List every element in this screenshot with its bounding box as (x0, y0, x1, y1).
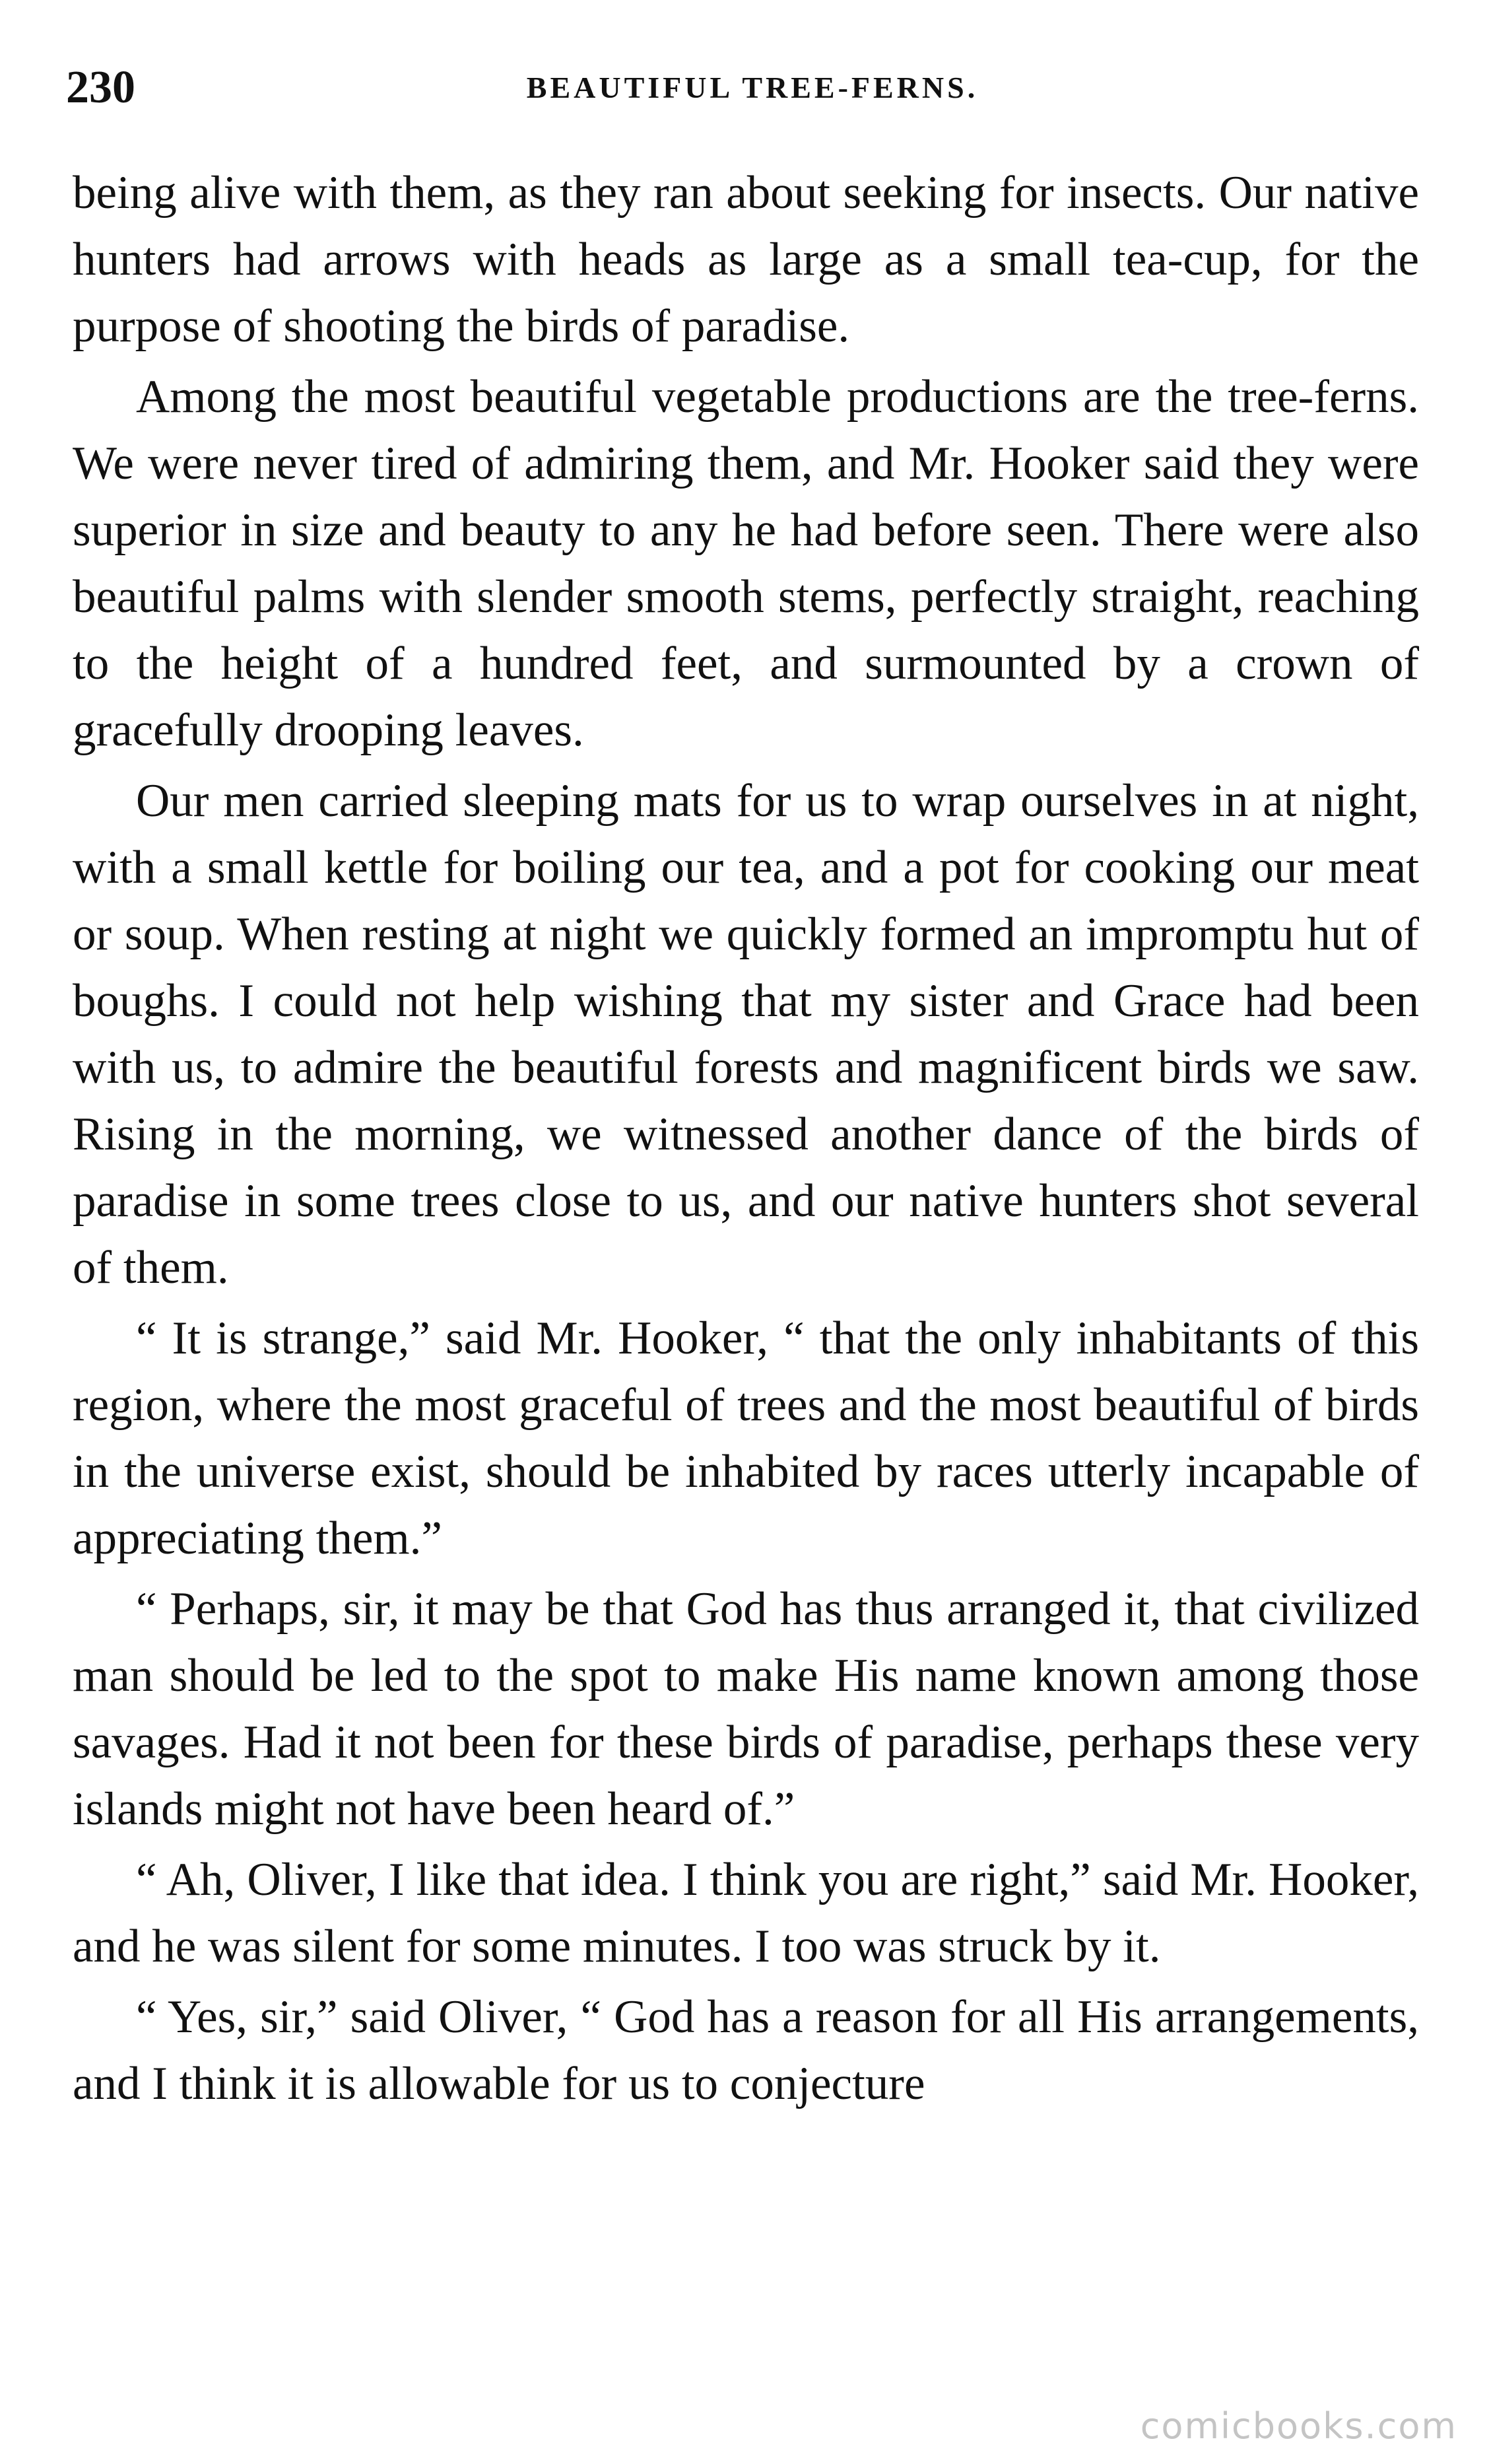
paragraph: “ Yes, sir,” said Oliver, “ God has a reason for all His arrangements, and I think it is allowable for us to conjecture (73, 1991, 1419, 2109)
running-title: BEAUTIFUL TREE-FERNS. (526, 71, 979, 104)
running-head (66, 58, 1439, 118)
paragraph: Our men carried sleeping mats for us to wrap ourselves in at night, with a small kettle for boiling our tea, and a pot for cooking our meat or soup. When resting at night we quickly formed an impromptu hut of boughs. I could not help wishing that my sister and Grace had been with us, to admire the beautiful forests and magnificent birds we saw. Rising in the morning, we witnessed another dance of the birds of paradise in some trees close to us, and our native hunters shot several of them. (73, 775, 1419, 1293)
paragraph: “ Ah, Oliver, I like that idea. I think you are right,” said Mr. Hooker, and he was silent for some minutes. I too was struck by it. (73, 1854, 1419, 1972)
page-number: 230 (66, 62, 135, 113)
paragraph: “ It is strange,” said Mr. Hooker, “ that the only inhabitants of this region, where the most graceful of trees and the most beautiful of birds in the universe exist, should be inhabited by races utterly incapable of appreciating them.” (73, 1313, 1419, 1564)
paragraph: Among the most beautiful vegetable productions are the tree-ferns. We were never tired of admiring them, and Mr. Hooker said they were superior in size and beauty to any he had before seen. There were also beautiful palms with slender smooth stems, perfectly straight, reaching to the height of a hundred feet, and surmounted by a crown of gracefully drooping leaves. (73, 371, 1419, 756)
body-text (73, 160, 1419, 2121)
paragraph: being alive with them, as they ran about seeking for insects. Our native hunters had arrows with heads as large as a small tea-cup, for the purpose of shooting the birds of paradise. (73, 167, 1419, 352)
paragraph: “ Perhaps, sir, it may be that God has thus arranged it, that civilized man should be led to the spot to make His name known among those savages. Had it not been for these birds of paradise, perhaps these very islands might not have been heard of.” (73, 1583, 1419, 1835)
watermark: comicbooks.com (1140, 2405, 1457, 2447)
